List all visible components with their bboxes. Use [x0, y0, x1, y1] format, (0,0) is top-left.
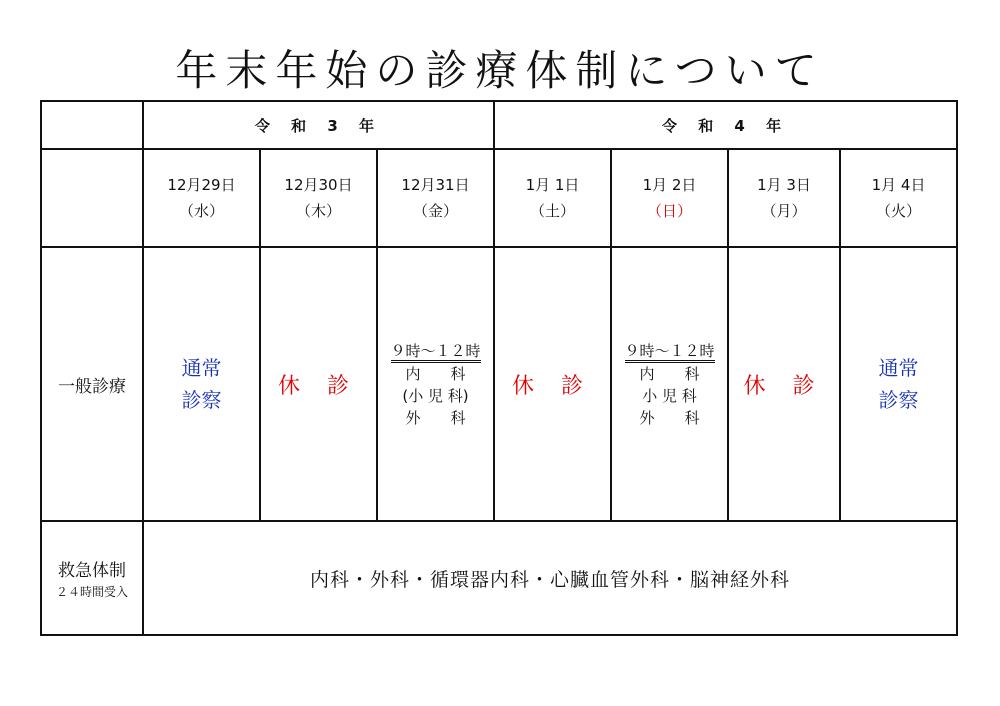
date-text: 12月31日: [401, 176, 470, 194]
date-cell: [377, 149, 494, 247]
emergency-departments: 内科・外科・循環器内科・心臓血管外科・脳神経外科: [143, 521, 957, 635]
dept-pediatrics: (小 児 科): [402, 386, 469, 405]
date-text: 12月30日: [284, 176, 353, 194]
emergency-row: [41, 521, 957, 635]
regular-cell: [143, 247, 260, 521]
hours-cell-jan2: [611, 247, 728, 521]
hours-time: ９時～１２時: [625, 342, 715, 363]
weekday-text: （火）: [876, 202, 922, 220]
dept-internal: 内 科: [405, 364, 466, 383]
era-reiwa4: 令 和 4 年: [494, 101, 957, 149]
weekday-text: （木）: [295, 202, 341, 220]
weekday-text: （水）: [178, 202, 224, 220]
page-title: 年末年始の診療体制について: [175, 46, 825, 95]
dept-pediatrics: 小 児 科: [642, 386, 697, 405]
date-text: 12月29日: [167, 176, 236, 194]
regular-line2: 診察: [181, 388, 222, 412]
emergency-label-cell: [41, 521, 143, 635]
date-text: 1月 2日: [642, 176, 697, 194]
date-cell: [260, 149, 377, 247]
schedule-table: [40, 100, 958, 636]
hours-time: ９時～１２時: [391, 342, 481, 363]
era-row: [41, 101, 957, 149]
dept-surgery: 外 科: [639, 408, 700, 427]
dept-surgery: 外 科: [405, 408, 466, 427]
hours-cell-dec31: [377, 247, 494, 521]
era-reiwa3: 令 和 3 年: [143, 101, 494, 149]
date-cell: [728, 149, 840, 247]
regular-line1: 通常: [181, 356, 222, 380]
emergency-sublabel: ２４時間受入: [55, 585, 128, 599]
date-cell: [611, 149, 728, 247]
date-text: 1月 1日: [525, 176, 580, 194]
date-cell: [143, 149, 260, 247]
closed-cell: 休 診: [728, 247, 840, 521]
weekday-text: （土）: [530, 202, 576, 220]
corner-cell: [41, 101, 143, 149]
weekday-text-sunday: （日）: [647, 202, 693, 220]
regular-cell: [840, 247, 957, 521]
weekday-text: （月）: [761, 202, 807, 220]
date-row: [41, 149, 957, 247]
general-row: [41, 247, 957, 521]
closed-cell: 休 診: [260, 247, 377, 521]
date-cell: [840, 149, 957, 247]
date-text: 1月 4日: [871, 176, 926, 194]
general-label: 一般診療: [41, 247, 143, 521]
date-cell: [494, 149, 611, 247]
regular-line1: 通常: [878, 356, 919, 380]
weekday-text: （金）: [413, 202, 459, 220]
regular-line2: 診察: [878, 388, 919, 412]
emergency-label: 救急体制: [58, 561, 126, 581]
dept-internal: 内 科: [639, 364, 700, 383]
closed-cell: 休 診: [494, 247, 611, 521]
date-label-cell: [41, 149, 143, 247]
date-text: 1月 3日: [757, 176, 811, 194]
